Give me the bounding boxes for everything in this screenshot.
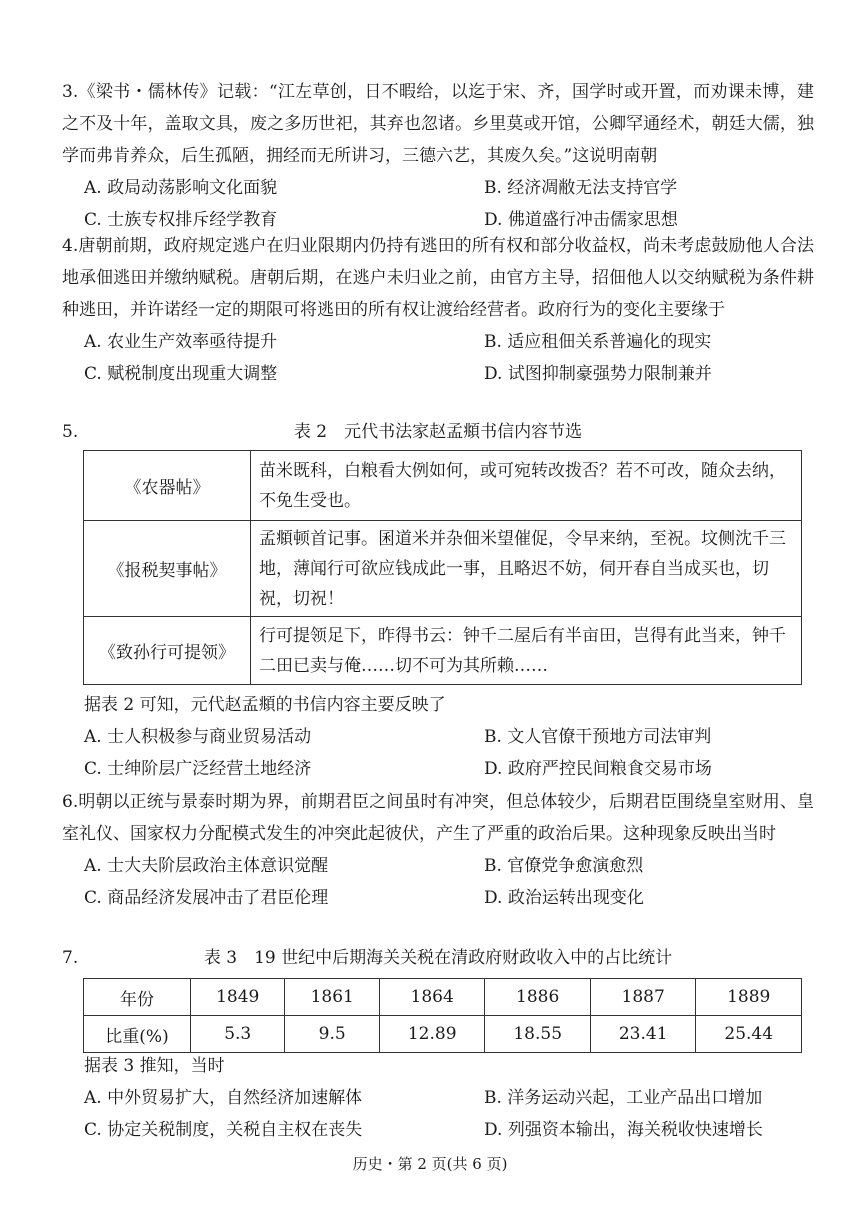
year-cell: 1889	[696, 979, 802, 1016]
question-3	[62, 76, 814, 236]
question-6	[62, 786, 814, 914]
option-b[interactable]: B. 适应租佃关系普遍化的现实	[484, 332, 712, 352]
stem-text: 《梁书・儒林传》记载：“江左草创，日不暇给，以迄于宋、齐，国学时或开置，而劝课未博，建之不及十年，盖取文具，废之多历世祀，其弃也忽诸。乡里莫或开馆，公卿罕通经术，朝廷大儒，独学而弗肯养众，后生孤陋，拥经而无所讲习，三德六艺，其废久矣。”这说明南朝	[62, 82, 814, 166]
option-d[interactable]: D. 佛道盛行冲击儒家思想	[484, 210, 678, 230]
option-b[interactable]: B. 官僚党争愈演愈烈	[484, 856, 644, 876]
table-row	[84, 451, 802, 521]
header-label: 年份	[84, 979, 191, 1016]
option-b[interactable]: B. 经济凋敝无法支持官学	[484, 178, 678, 198]
year-cell: 1887	[590, 979, 696, 1016]
question-7-caption-row	[62, 942, 814, 974]
question-5	[62, 416, 814, 448]
table-row	[84, 979, 802, 1016]
question-5-caption-row	[62, 416, 814, 448]
question-5-followup	[84, 689, 814, 785]
option-b[interactable]: B. 洋务运动兴起，工业产品出口增加	[484, 1088, 763, 1108]
table-caption: 表 3 19 世纪中后期海关关税在清政府财政收入中的占比统计	[203, 948, 673, 968]
followup-prompt: 据表 2 可知，元代赵孟頫的书信内容主要反映了	[84, 695, 446, 715]
question-number: 7.	[62, 948, 79, 968]
stem-text: 唐朝前期，政府规定逃户在归业限期内仍持有逃田的所有权和部分收益权，尚未考虑鼓励他人合法地承佃逃田并缴纳赋税。唐朝后期，在逃户未归业之前，由官方主导，招佃他人以交纳赋税为条件耕种逃田，并许诺经一定的期限可将逃田的所有权让渡给经营者。政府行为的变化主要缘于	[62, 236, 814, 320]
option-c[interactable]: C. 商品经济发展冲击了君臣伦理	[84, 888, 329, 908]
option-d[interactable]: D. 政府严控民间粮食交易市场	[484, 759, 712, 779]
option-a[interactable]: A. 士人积极参与商业贸易活动	[84, 727, 312, 747]
share-cell: 18.55	[485, 1016, 591, 1053]
question-3-stem	[62, 76, 814, 172]
stem-text: 明朝以正统与景泰时期为界，前期君臣之间虽时有冲突，但总体较少，后期君臣围绕皇室财用、皇室礼仪、国家权力分配模式发生的冲突此起彼伏，产生了严重的政治后果。这种现象反映出当时	[62, 792, 814, 844]
question-number: 4.	[62, 236, 79, 256]
share-cell: 25.44	[696, 1016, 802, 1053]
option-c[interactable]: C. 赋税制度出现重大调整	[84, 364, 278, 384]
question-number: 5.	[62, 422, 79, 442]
option-d[interactable]: D. 列强资本输出，海关税收快速增长	[484, 1120, 763, 1140]
share-cell: 12.89	[379, 1016, 485, 1053]
question-number: 6.	[62, 792, 79, 812]
option-c[interactable]: C. 士族专权排斥经学教育	[84, 210, 278, 230]
year-cell: 1864	[379, 979, 485, 1016]
options	[84, 1082, 814, 1146]
table-row	[84, 521, 802, 617]
year-cell: 1849	[191, 979, 285, 1016]
question-7	[62, 942, 814, 974]
share-cell: 9.5	[285, 1016, 379, 1053]
letter-excerpt: 孟頫顿首记事。囷道米并杂佃米望催促，令早来纳，至祝。坟侧沈千三地，薄闻行可欲应钱成此一事，且略迟不妨，伺开春自当成买也，切祝，切祝！	[251, 521, 802, 617]
followup-prompt: 据表 3 推知，当时	[84, 1056, 225, 1076]
option-b[interactable]: B. 文人官僚干预地方司法审判	[484, 727, 712, 747]
letter-excerpt: 行可提领足下，昨得书云：钟千二屋后有半亩田，岂得有此当来，钟千二田已卖与俺……切不可为其所赖……	[251, 617, 802, 685]
year-cell: 1886	[485, 979, 591, 1016]
question-number: 3.	[62, 82, 79, 102]
option-a[interactable]: A. 政局动荡影响文化面貌	[84, 178, 278, 198]
option-a[interactable]: A. 农业生产效率亟待提升	[84, 332, 278, 352]
share-cell: 5.3	[191, 1016, 285, 1053]
question-7-followup	[84, 1050, 814, 1146]
option-d[interactable]: D. 试图抑制豪强势力限制兼并	[484, 364, 712, 384]
letter-excerpt: 苗米既科，白粮看大例如何，或可宛转改拨否？若不可改，随众去纳，不免生受也。	[251, 451, 802, 521]
option-c[interactable]: C. 士绅阶层广泛经营土地经济	[84, 759, 312, 779]
share-cell: 23.41	[590, 1016, 696, 1053]
option-a[interactable]: A. 中外贸易扩大，自然经济加速解体	[84, 1088, 363, 1108]
row-label: 比重(%)	[84, 1016, 191, 1053]
options	[62, 326, 814, 390]
question-4	[62, 230, 814, 390]
letter-title: 《农器帖》	[84, 451, 251, 521]
table-3	[83, 978, 802, 1053]
question-6-stem	[62, 786, 814, 850]
option-c[interactable]: C. 协定关税制度，关税自主权在丧失	[84, 1120, 363, 1140]
question-4-stem	[62, 230, 814, 326]
letter-title: 《报税契事帖》	[84, 521, 251, 617]
options	[62, 850, 814, 914]
options	[84, 721, 814, 785]
table-row	[84, 1016, 802, 1053]
options	[62, 172, 814, 236]
table-row	[84, 617, 802, 685]
letter-title: 《致孙行可提领》	[84, 617, 251, 685]
table-2	[83, 450, 802, 685]
page-footer: 历史・第 2 页(共 6 页)	[352, 1155, 508, 1173]
table-caption: 表 2 元代书法家赵孟頫书信内容节选	[293, 422, 583, 442]
option-d[interactable]: D. 政治运转出现变化	[484, 888, 644, 908]
year-cell: 1861	[285, 979, 379, 1016]
option-a[interactable]: A. 士大夫阶层政治主体意识觉醒	[84, 856, 329, 876]
